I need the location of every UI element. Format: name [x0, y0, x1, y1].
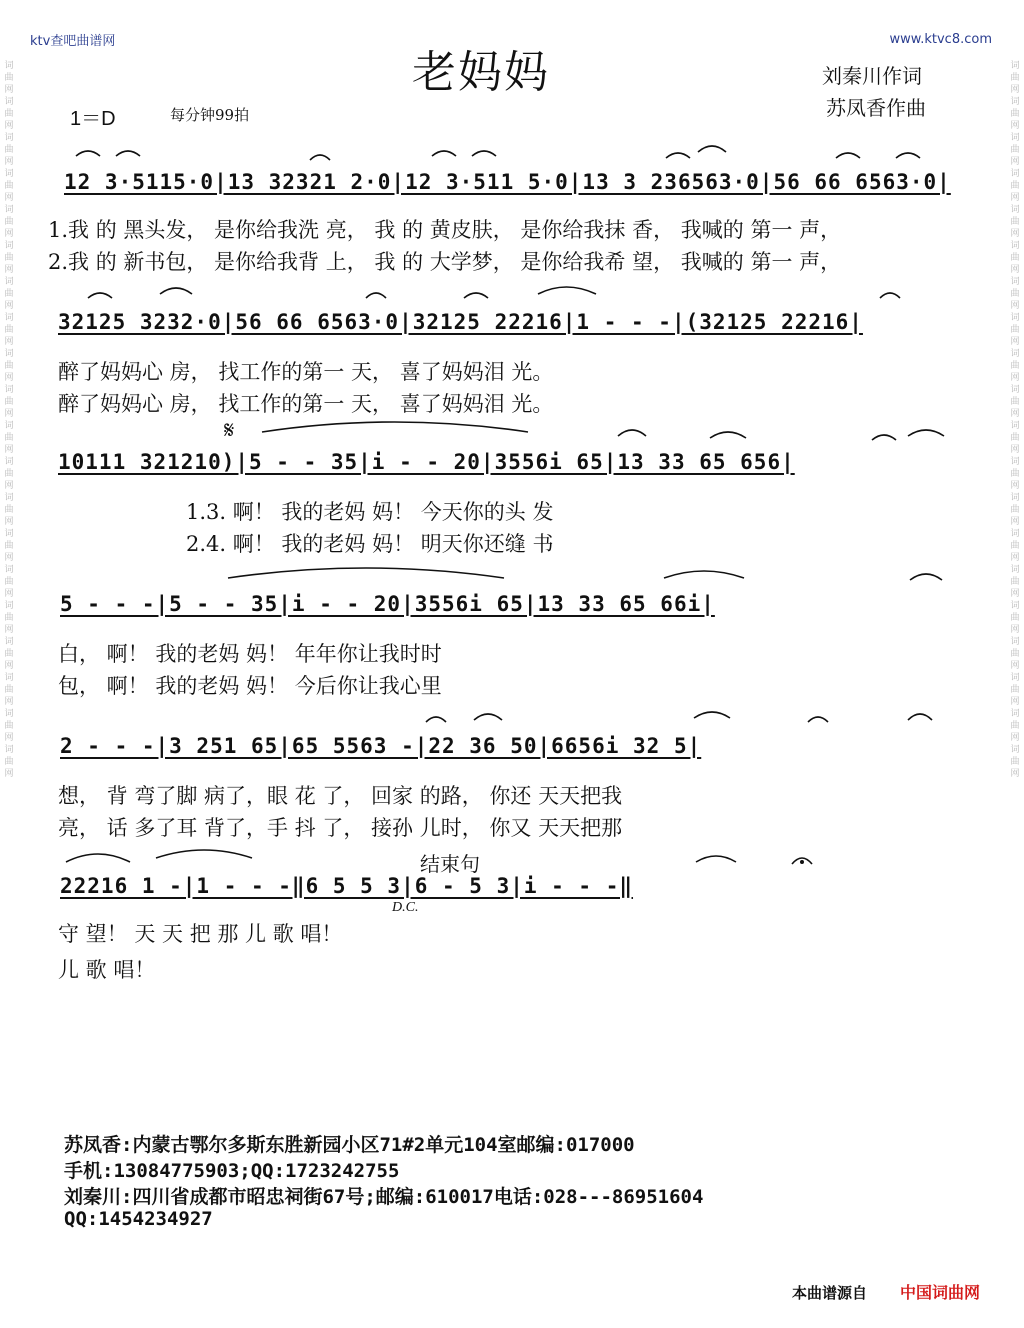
slur — [908, 430, 944, 436]
slur — [880, 293, 900, 298]
lyric-row-1-verse-2: 2.我 的 新书包， 是你给我背 上， 我 的 大学梦， 是你给我希 望， 我喊的 第一 声， — [48, 250, 842, 274]
slur — [910, 574, 942, 580]
segno-sign: 𝄋 — [224, 416, 235, 444]
slur — [538, 287, 596, 294]
slur — [366, 293, 386, 298]
footer-brand: 中国词曲网 — [900, 1285, 981, 1302]
slur — [472, 151, 496, 156]
slur — [836, 153, 860, 158]
tempo-marking: 每分钟99拍 — [170, 106, 250, 124]
slur — [426, 717, 446, 722]
key-signature: 1＝D — [70, 108, 116, 130]
slur — [160, 288, 192, 294]
contact-line-2: 手机:13084775903;QQ:1723242755 — [64, 1160, 400, 1182]
notation-row-6: 22216 1 -|1 - - -‖6 5 5 3|6 - 5 3|i - - -‖ — [60, 874, 634, 898]
slur — [228, 568, 504, 578]
slur — [694, 712, 730, 718]
lyric-row-4-verse-2: 包， 啊！ 我的老妈 妈！ 今后你让我心里 — [58, 674, 442, 698]
lyric-row-2-verse-2: 醉了妈妈心 房， 找工作的第一 天， 喜了妈妈泪 光。 — [58, 392, 554, 416]
slur — [710, 432, 746, 438]
slur — [116, 151, 140, 156]
lyric-row-5-verse-1: 想， 背 弯了脚 病了，眼 花 了， 回家 的路， 你还 天天把我 — [58, 784, 623, 808]
lyricist-credit: 刘秦川作词 — [822, 64, 922, 88]
slur — [474, 714, 502, 720]
slur — [310, 155, 330, 160]
slur — [432, 151, 456, 156]
contact-line-4: QQ:1454234927 — [64, 1208, 213, 1230]
footer-source-label: 本曲谱源自 — [792, 1285, 868, 1302]
lyric-row-5-verse-2: 亮， 话 多了耳 背了，手 抖 了， 接孙 儿时， 你又 天天把那 — [58, 816, 623, 840]
lyric-row-3-verse-1: 1.3. 啊！ 我的老妈 妈！ 今天你的头 发 — [186, 500, 554, 524]
slur — [66, 854, 130, 862]
lyric-row-6-verse-1: 守 望！ 天 天 把 那 儿 歌 唱！ — [58, 922, 343, 946]
contact-line-1: 苏凤香:内蒙古鄂尔多斯东胜新园小区71#2单元104室邮编:017000 — [64, 1134, 635, 1156]
slur — [696, 856, 736, 862]
da-capo-mark: D.C. — [392, 900, 419, 915]
slur — [698, 146, 726, 152]
slur — [896, 153, 920, 158]
slur — [664, 571, 744, 578]
composer-credit: 苏凤香作曲 — [826, 96, 926, 120]
side-watermark-left: 词曲网词曲网词曲网词曲网词曲网词曲网词曲网词曲网词曲网词曲网词曲网词曲网词曲网词曲网词曲网词曲网词曲网词曲网词曲网词曲网 — [4, 61, 14, 779]
lyric-row-1-verse-1: 1.我 的 黑头发， 是你给我洗 亮， 我 的 黄皮肤， 是你给我抹 香， 我喊的 第一 声， — [48, 218, 842, 242]
slur — [808, 717, 828, 722]
lyric-row-4-verse-1: 白， 啊！ 我的老妈 妈！ 年年你让我时时 — [58, 642, 442, 666]
slur — [88, 293, 112, 298]
notation-row-1: 12 3·5115·0|13 32321 2·0|12 3·511 5·0|13 3 236563·0|56 66 6563·0| — [64, 170, 951, 194]
slur — [666, 153, 690, 158]
notation-row-2: 32125 3232·0|56 66 6563·0|32125 22216|1 - - -|(32125 22216| — [58, 310, 863, 334]
lyric-row-6-verse-2: 儿 歌 唱！ — [58, 958, 156, 982]
slur — [156, 850, 252, 858]
slur — [908, 714, 932, 720]
contact-line-3: 刘秦川:四川省成都市昭忠祠街67号;邮编:610017电话:028---86951604 — [64, 1186, 704, 1208]
slur — [618, 430, 646, 436]
lyric-row-3-verse-2: 2.4. 啊！ 我的老妈 妈！ 明天你还缝 书 — [186, 532, 554, 556]
song-title: 老妈妈 — [412, 47, 550, 98]
lyric-row-2-verse-1: 醉了妈妈心 房， 找工作的第一 天， 喜了妈妈泪 光。 — [58, 360, 554, 384]
site-url-right: www.ktvc8.com — [889, 32, 992, 47]
slur — [262, 422, 528, 432]
fermata-dot — [800, 860, 804, 864]
notation-row-5: 2 - - -|3 251 65|65 5563 -|22 36 50|6656i 32 5| — [60, 734, 702, 758]
side-watermark-right: 词曲网词曲网词曲网词曲网词曲网词曲网词曲网词曲网词曲网词曲网词曲网词曲网词曲网词曲网词曲网词曲网词曲网词曲网词曲网词曲网 — [1010, 61, 1020, 779]
site-name-left: ktv查吧曲谱网 — [30, 34, 116, 49]
slur — [76, 151, 100, 156]
slur — [464, 293, 488, 298]
slur — [872, 435, 896, 440]
ending-phrase-label: 结束句 — [420, 852, 480, 876]
notation-row-3: 10111 321210)|5 - - 35|i - - 20|3556i 65|13 33 65 656| — [58, 450, 795, 474]
notation-row-4: 5 - - -|5 - - 35|i - - 20|3556i 65|13 33 65 66i| — [60, 592, 715, 616]
